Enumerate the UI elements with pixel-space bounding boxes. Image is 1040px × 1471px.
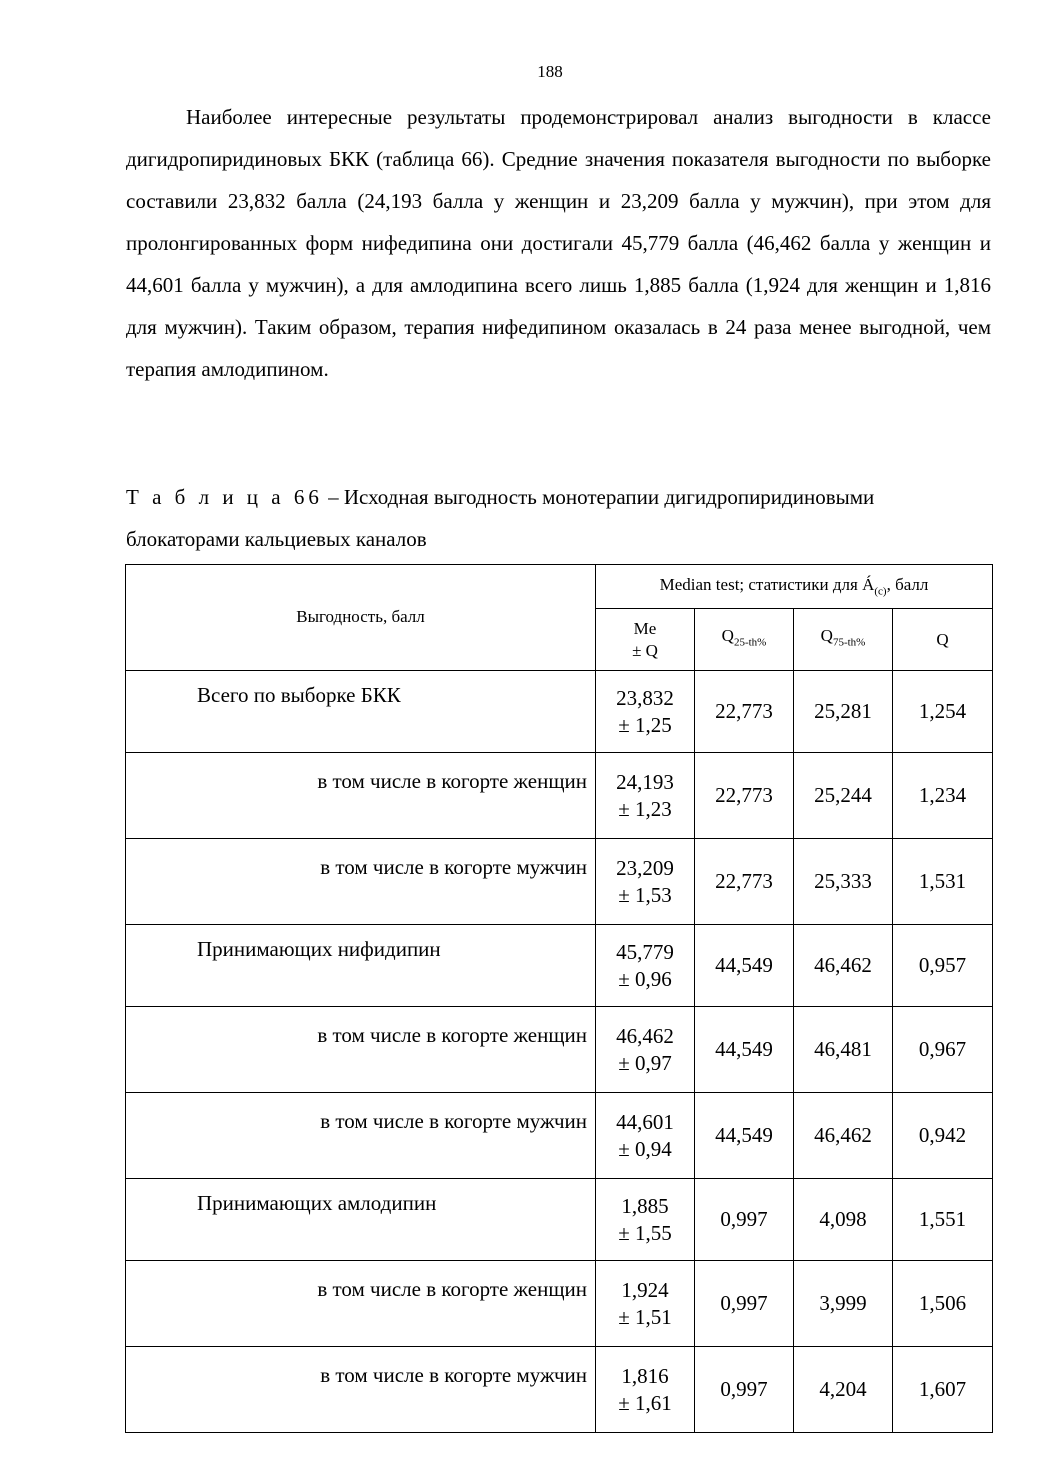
cell-me-value: 1,924 [621,1277,669,1302]
table-caption-text: – Исходная выгодность монотерапии дигидропиридиновыми блокаторами кальциевых каналов [126,485,875,551]
cell-q25: 0,997 [695,1179,794,1261]
header-q25-sub: 25-th% [733,636,767,649]
cell-q: 1,531 [893,839,993,925]
cell-me-value: 46,462 [616,1023,674,1048]
header-q75-letter: Q [820,626,833,646]
cell-q: 0,942 [893,1093,993,1179]
table-row [126,839,993,925]
cell-me-value: 45,779 [616,939,674,964]
cell-me [596,839,695,925]
data-table [125,564,993,1433]
header-me-line2: ± Q [632,640,658,660]
cell-q25: 22,773 [695,671,794,753]
header-q: Q [893,609,993,671]
cell-me [596,671,695,753]
cell-q25: 22,773 [695,753,794,839]
cell-me-value: 1,885 [621,1193,669,1218]
cell-q25: 0,997 [695,1347,794,1433]
header-group-tail: , балл [886,575,929,595]
row-label: Всего по выборке БКК [126,671,596,753]
table-row [126,1007,993,1093]
cell-me-pm: ± 0,94 [618,1136,672,1161]
cell-q75: 4,204 [794,1347,893,1433]
cell-me-value: 24,193 [616,769,674,794]
cell-me-pm: ± 0,97 [618,1050,672,1075]
header-q25 [695,609,794,671]
cell-me-pm: ± 1,25 [618,712,672,737]
cell-q25: 0,997 [695,1261,794,1347]
cell-q75: 4,098 [794,1179,893,1261]
header-group [596,565,993,609]
header-me-line1: Me [633,618,657,638]
cell-q75: 25,281 [794,671,893,753]
row-label: в том числе в когорте мужчин [126,1347,596,1433]
cell-q75: 3,999 [794,1261,893,1347]
row-label: Принимающих амлодипин [126,1179,596,1261]
header-row-label: Выгодность, балл [126,565,596,671]
cell-q: 1,506 [893,1261,993,1347]
cell-me [596,1261,695,1347]
cell-q: 1,607 [893,1347,993,1433]
cell-q: 1,551 [893,1179,993,1261]
cell-q: 0,967 [893,1007,993,1093]
cell-me [596,1007,695,1093]
table-row [126,753,993,839]
cell-me [596,753,695,839]
table-row [126,1347,993,1433]
table-row [126,925,993,1007]
row-label: в том числе в когорте мужчин [126,1093,596,1179]
cell-me-value: 23,209 [616,855,674,880]
cell-me-value: 44,601 [616,1109,674,1134]
header-q75 [794,609,893,671]
cell-q: 1,234 [893,753,993,839]
table-row [126,671,993,753]
cell-me [596,1093,695,1179]
page-number: 188 [537,62,563,81]
row-label: в том числе в когорте женщин [126,753,596,839]
table-caption-prefix: Т а б л и ц а 66 [126,485,323,509]
cell-me-pm: ± 1,53 [618,882,672,907]
cell-me-pm: ± 0,96 [618,966,672,991]
header-group-text: Median test; статистики для Á [659,575,875,595]
cell-q75: 46,481 [794,1007,893,1093]
cell-q25: 44,549 [695,925,794,1007]
cell-q75: 46,462 [794,1093,893,1179]
cell-me [596,1179,695,1261]
header-q25-letter: Q [721,626,734,646]
table-caption [126,476,991,560]
table-row [126,1093,993,1179]
row-label: Принимающих нифидипин [126,925,596,1007]
row-label: в том числе в когорте мужчин [126,839,596,925]
row-label: в том числе в когорте женщин [126,1261,596,1347]
cell-me-value: 1,816 [621,1363,669,1388]
body-paragraph: Наиболее интересные результаты продемонстрировал анализ выгодности в классе дигидропиридиновых БКК (таблица 66). Средние значения показателя выгодности по выборке составили 23,832 балла (24,193 балла у женщин и 23,209 балла у мужчин), при этом для пролонгированных форм нифедипина они достигали 45,779 балла (46,462 балла у женщин и 44,601 балла у мужчин), а для амлодипина всего лишь 1,885 балла (1,924 для женщин и 1,816 для мужчин). Таким образом, терапия нифедипином оказалась в 24 раза менее выгодной, чем терапия амлодипином. [126,105,991,381]
cell-q: 0,957 [893,925,993,1007]
cell-me [596,1347,695,1433]
cell-q25: 22,773 [695,839,794,925]
header-group-sub: (c) [874,585,887,598]
cell-me [596,925,695,1007]
row-label: в том числе в когорте женщин [126,1007,596,1093]
header-q75-sub: 75-th% [832,636,866,649]
cell-q75: 46,462 [794,925,893,1007]
cell-me-pm: ± 1,51 [618,1304,672,1329]
cell-q25: 44,549 [695,1093,794,1179]
cell-q75: 25,333 [794,839,893,925]
cell-q75: 25,244 [794,753,893,839]
table-row [126,1179,993,1261]
table-row [126,1261,993,1347]
cell-me-pm: ± 1,23 [618,796,672,821]
cell-q: 1,254 [893,671,993,753]
cell-me-pm: ± 1,55 [618,1220,672,1245]
cell-q25: 44,549 [695,1007,794,1093]
header-me [596,609,695,671]
cell-me-value: 23,832 [616,685,674,710]
cell-me-pm: ± 1,61 [618,1390,672,1415]
